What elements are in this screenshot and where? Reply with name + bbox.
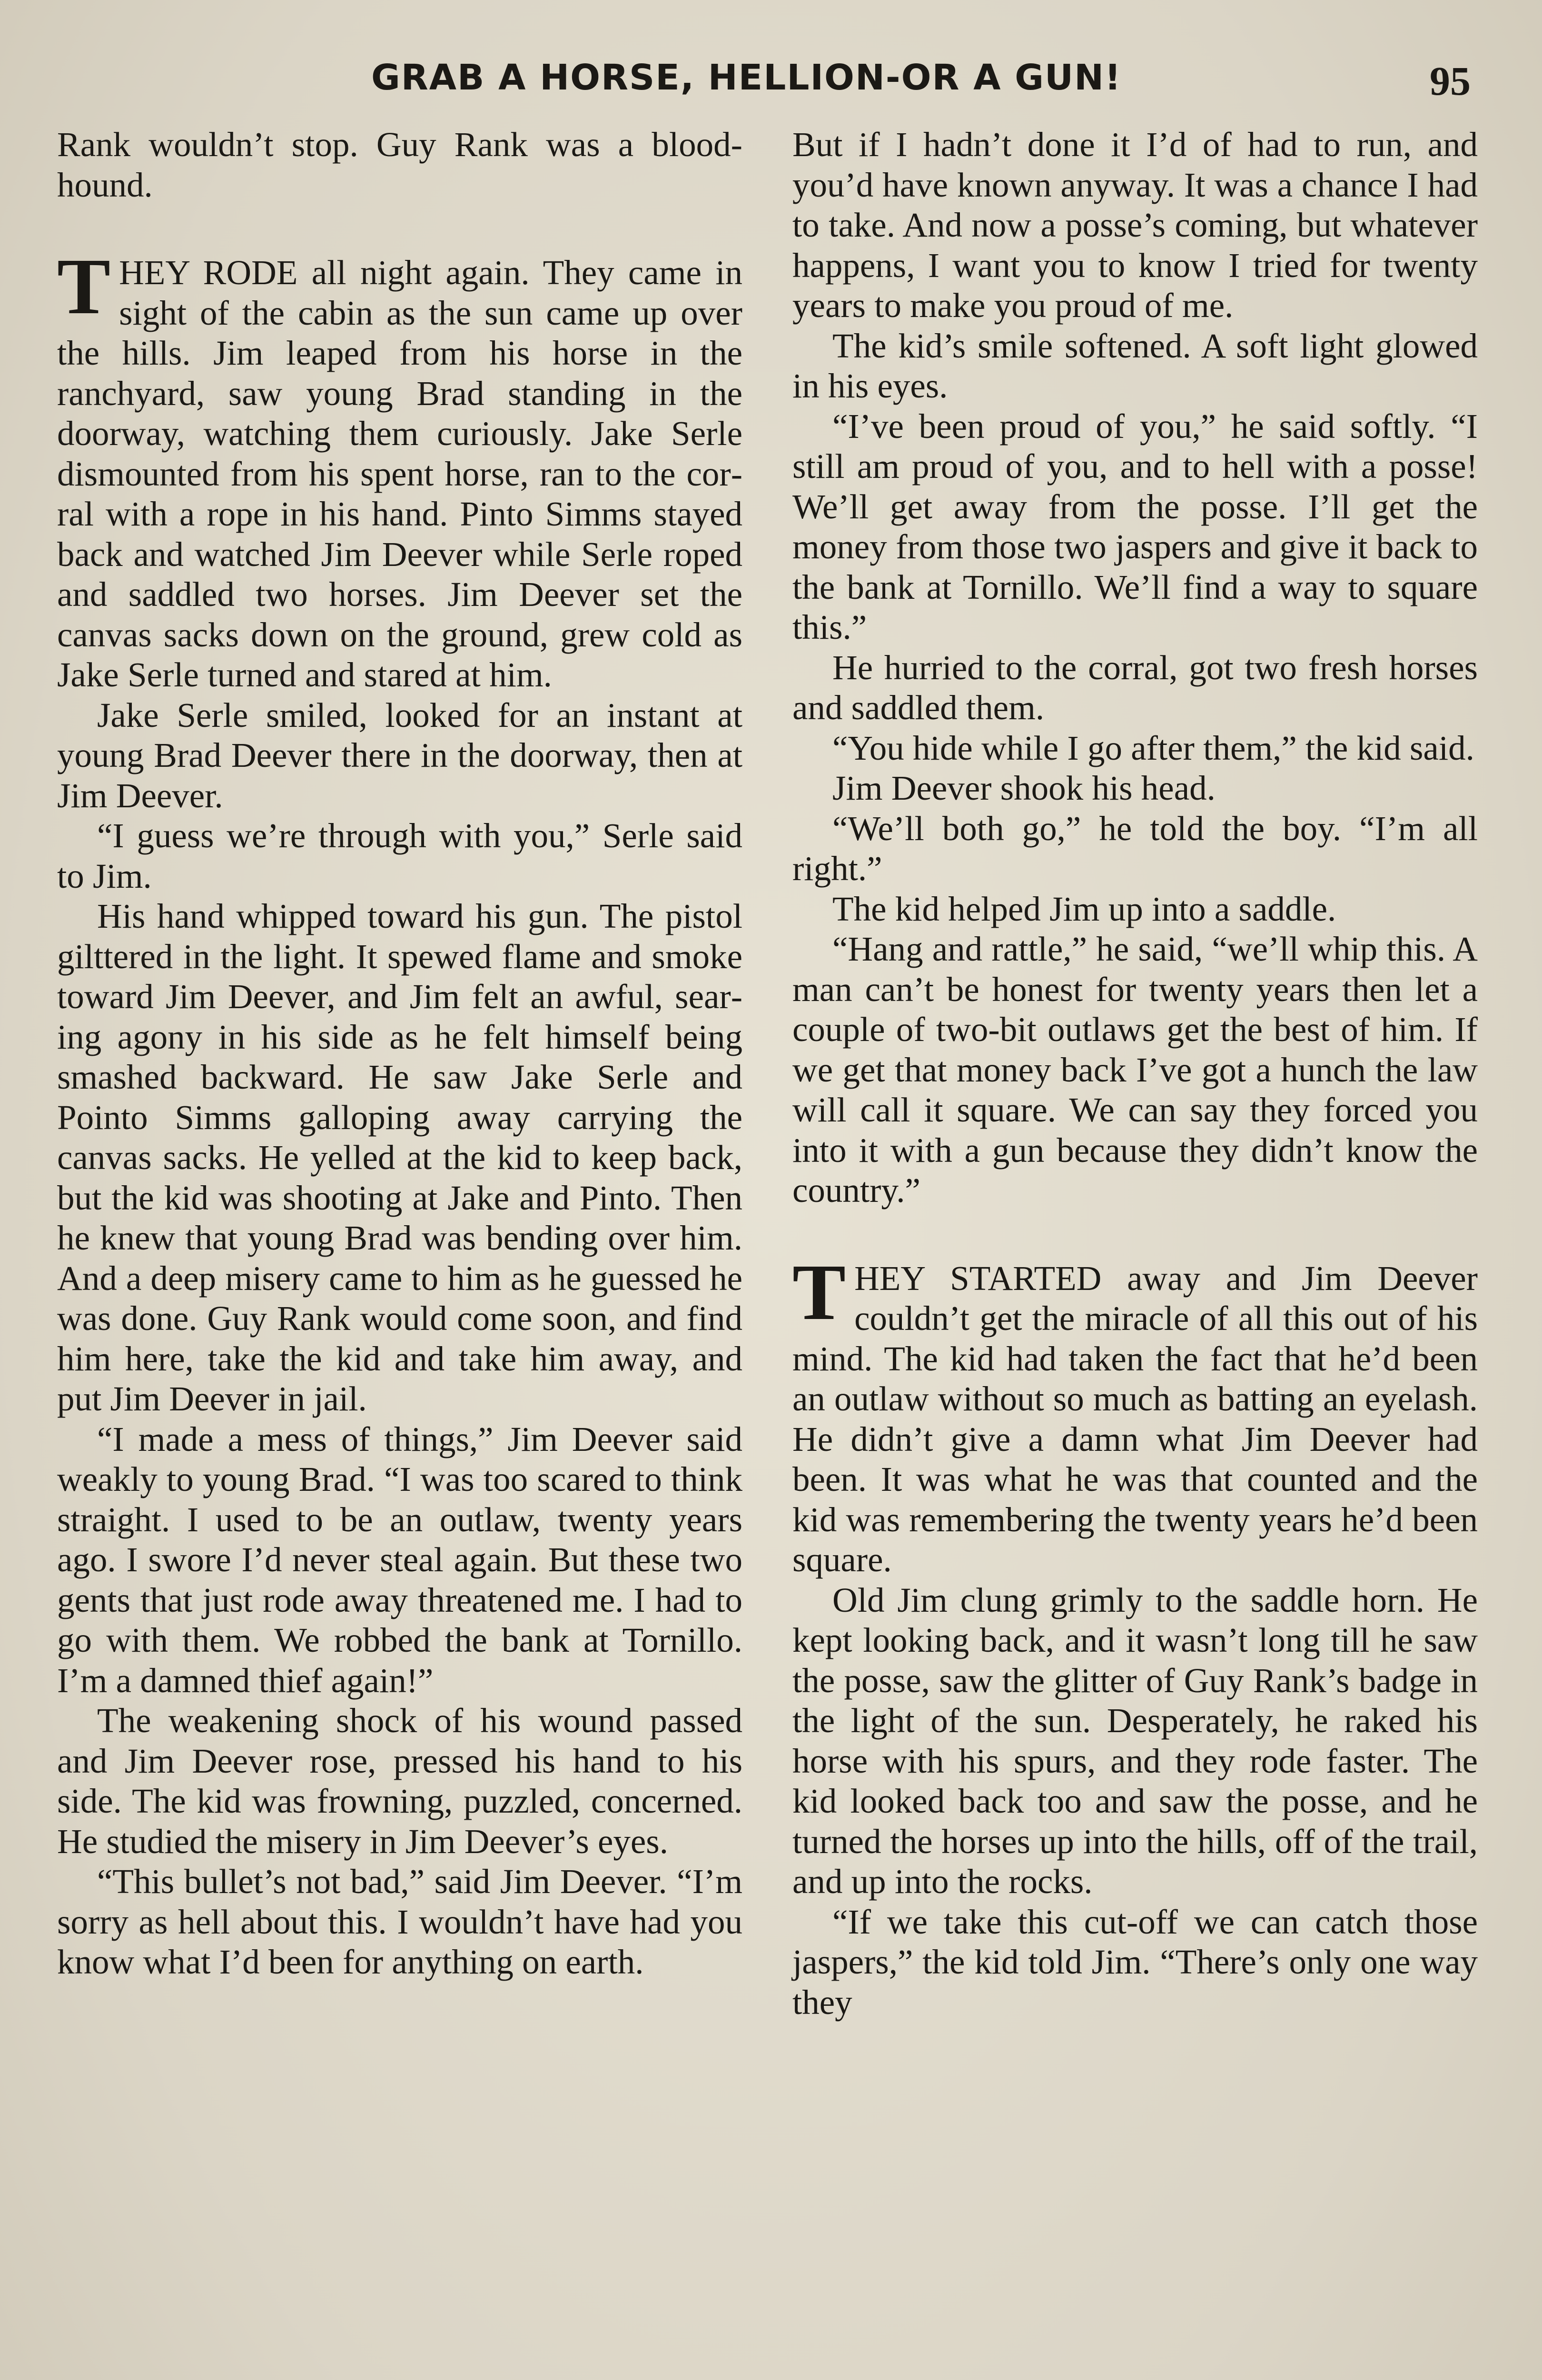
- paragraph: “This bullet’s not bad,” said Jim Deever. “I’m sorry as hell about this. I wouldn’t have had you know what I’d been for anything on earth.: [57, 1862, 742, 1981]
- drop-cap: T: [57, 242, 111, 331]
- paragraph: “I guess we’re through with you,” Serle said to Jim.: [57, 816, 742, 895]
- paragraph: “If we take this cut-off we can catch those jaspers,” the kid told Jim. “There’s only one way they: [792, 1902, 1478, 2022]
- paragraph: But if I hadn’t done it I’d of had to run, and you’d have known anyway. It was a chance I had to take. And now a posse’s coming, but whatever happens, I want you to know I tried for twenty years to make you proud of me.: [792, 125, 1478, 325]
- paragraph: “We’ll both go,” he told the boy. “I’m all right.”: [792, 809, 1478, 888]
- paragraph: “Hang and rattle,” he said, “we’ll whip this. A man can’t be honest for twenty years then let a couple of two-bit outlaws get the best of him. If we get that money back I’ve got a hunch the law will call it square. We can say they forced you into it with a gun because they didn’t know the country.”: [792, 930, 1478, 1210]
- paragraph: “I’ve been proud of you,” he said softly. “I still am proud of you, and to hell with a posse! We’ll get away from the posse. I’ll get the money from those two jaspers and give it back to the bank at Tornillo. We’ll find a way to square this.”: [792, 407, 1478, 646]
- paragraph: The weakening shock of his wound passed and Jim Deever rose, pressed his hand to his side. The kid was frowning, puzzled, concerned. He studied the misery in Jim Deever’s eyes.: [57, 1701, 742, 1861]
- paragraph: “I made a mess of things,” Jim Deever said weakly to young Brad. “I was too scared to think straight. I used to be an outlaw, twenty years ago. I swore I’d never steal again. But these two gents that just rode away threatened me. I had to go with them. We robbed the bank at Tornillo. I’m a damned thief again!”: [57, 1419, 742, 1700]
- left-column: [57, 125, 742, 1983]
- paragraph: Jim Deever shook his head.: [832, 769, 1216, 807]
- paragraph: Rank wouldn’t stop. Guy Rank was a blood-hound.: [57, 125, 742, 204]
- paragraph: He hurried to the corral, got two fresh horses and saddled them.: [792, 648, 1478, 727]
- paragraph-text: HEY STARTED away and Jim Deever couldn’t get the miracle of all this out of his mind. The kid had taken the fact that he’d been an outlaw without so much as batting an eyelash. He didn’t give a damn what Jim Deever had been. It was what he was that counted and the kid was remembering the twenty years he’d been square.: [792, 1259, 1478, 1579]
- story-title: GRAB A HORSE, HELLION-OR A GUN!: [371, 57, 1122, 98]
- paragraph: The kid’s smile softened. A soft light glowed in his eyes.: [792, 326, 1478, 405]
- section-start-paragraph: [57, 242, 742, 695]
- section-start-paragraph: [792, 1248, 1478, 1580]
- paragraph-text: HEY RODE all night again. They came in sight of the cabin as the sun came up over the hills. Jim leaped from his horse in the ranchyard, saw young Brad standing in the doorway, watching them curiously. Jake Serle dismounted from his spent horse, ran to the corral with a rope in his hand. Pinto Simms stayed back and watched Jim Deever while Serle roped and saddled two horses. Jim Deever set the canvas sacks down on the ground, grew cold as Jake Serle turned and stared at him.: [57, 253, 742, 694]
- drop-cap: T: [792, 1248, 846, 1337]
- paragraph: Old Jim clung grimly to the saddle horn. He kept looking back, and it wasn’t long till he saw the posse, saw the glitter of Guy Rank’s badge in the light of the sun. Desperately, he raked his horse with his spurs, and they rode faster. The kid looked back too and saw the posse, and he turned the horses up into the hills, off of the trail, and up into the rocks.: [792, 1580, 1478, 1901]
- paragraph: “You hide while I go after them,” the kid said.: [832, 728, 1474, 767]
- running-header: [0, 57, 1542, 109]
- paragraph: The kid helped Jim up into a saddle.: [832, 889, 1336, 928]
- right-column: [792, 125, 1478, 2023]
- page-number: 95: [1430, 58, 1471, 104]
- paragraph: Jake Serle smiled, looked for an instant at young Brad Deever there in the doorway, then at Jim Deever.: [57, 695, 742, 815]
- paragraph: His hand whipped toward his gun. The pistol gilttered in the light. It spewed flame and smoke toward Jim Deever, and Jim felt an awful, searing agony in his side as he felt himself being smashed backward. He saw Jake Serle and Pointo Simms galloping away carrying the canvas sacks. He yelled at the kid to keep back, but the kid was shooting at Jake and Pinto. Then he knew that young Brad was bending over him. And a deep misery came to him as he guessed he was done. Guy Rank would come soon, and find him here, take the kid and take him away, and put Jim Deever in jail.: [57, 897, 742, 1418]
